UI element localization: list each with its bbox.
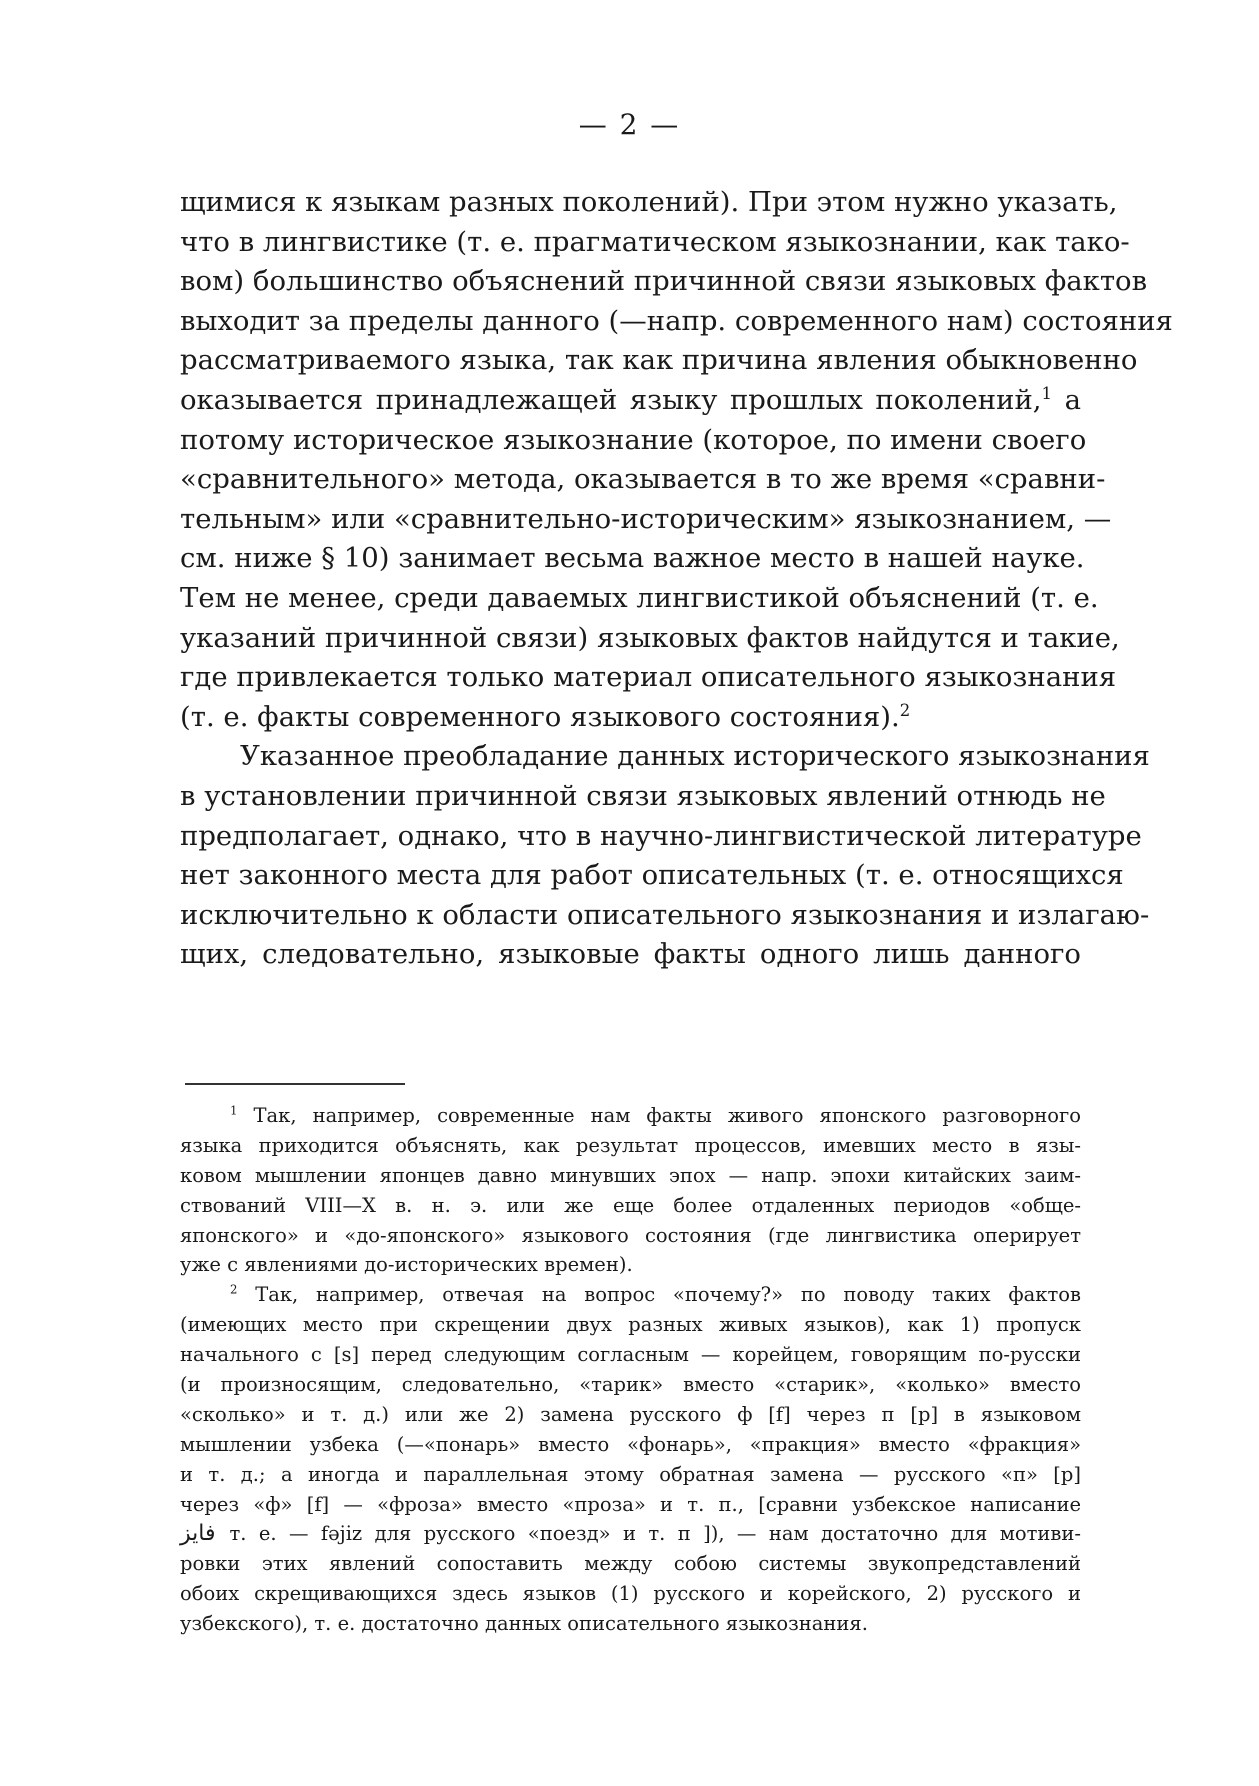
body-line: нет законного места для работ описательных (т. е. относящихся xyxy=(180,859,1124,892)
body-line: тельным» или «сравнительно-историческим» языкознанием, — xyxy=(180,502,1112,535)
body-line: «сравнительного» метода, оказывается в то же время «сравни- xyxy=(180,463,1106,496)
body-line: см. ниже § 10) занимает весьма важное место в нашей науке. xyxy=(180,542,1085,575)
page-number: — 2 — xyxy=(578,108,681,141)
footnote-line: начального с [s] перед следующим согласным — корейцем, говорящим по-русски xyxy=(180,1343,1081,1367)
body-line: щих, следовательно, языковые факты одного лишь данного xyxy=(180,938,1081,971)
body-line xyxy=(180,698,1081,738)
footnote-ref-2: 2 xyxy=(899,700,911,720)
footnote-line: и т. д.; а иногда и параллельная этому обратная замена — русского «п» [p] xyxy=(180,1462,1081,1486)
body-line: вом) большинство объяснений причинной связи языковых фактов xyxy=(180,265,1148,298)
footnote-ref-1: 1 xyxy=(1041,383,1053,403)
footnote-line: (и произносящим, следовательно, «тарик» вместо «старик», «колько» вместо xyxy=(180,1373,1081,1397)
footnote-line: ствований VIII—X в. н. э. или же еще более отдаленных периодов «обще- xyxy=(180,1193,1081,1217)
footnote-line xyxy=(180,1101,1081,1131)
footnote-line: ковом мышлении японцев давно минувших эпох — напр. эпохи китайских заим- xyxy=(180,1163,1081,1187)
footnote-line: «сколько» и т. д.) или же 2) замена русского ф [f] через п [p] в языковом xyxy=(180,1402,1081,1426)
footnote-line: ровки этих явлений сопоставить между собою системы звукопредставлений xyxy=(180,1552,1081,1576)
body-line: щимися к языкам разных поколений). При этом нужно указать, xyxy=(180,186,1118,218)
footnote-line: узбекского), т. е. достаточно данных описательного языкознания. xyxy=(180,1612,868,1636)
footnote-line: языка приходится объяснять, как результат процессов, имевших место в язы- xyxy=(180,1133,1081,1157)
footnote-separator xyxy=(185,1083,405,1085)
footnote-line: мышлении узбека (—«понарь» вместо «фонарь», «пракция» вместо «фракция» xyxy=(180,1432,1081,1456)
footnote-marker-1: 1 xyxy=(230,1103,238,1118)
footnote-text: т. е. — fəjiz для русского «поезд» и т. п ]), — нам достаточно для мотиви- xyxy=(229,1522,1081,1546)
footnote-marker-2: 2 xyxy=(230,1282,238,1297)
body-line: выходит за пределы данного (—напр. современного нам) состояния xyxy=(180,304,1173,337)
body-line-end: а xyxy=(1064,383,1081,416)
body-line-text: (т. е. факты современного языкового состояния). xyxy=(180,700,900,733)
footnote-line xyxy=(180,1519,1081,1549)
body-line: исключительно к области описательного языкознания и излагаю- xyxy=(180,898,1150,931)
body-line: Тем не менее, среди даваемых лингвистикой объяснений (т. е. xyxy=(180,581,1099,614)
body-line xyxy=(180,381,1081,421)
body-text xyxy=(180,183,1173,975)
footnote-line xyxy=(180,1280,1081,1310)
body-line-text: оказывается принадлежащей языку прошлых поколений, xyxy=(180,383,1042,416)
body-line: где привлекается только материал описательного языкознания xyxy=(180,661,1117,694)
footnote-line: уже с явлениями до-исторических времен). xyxy=(180,1253,633,1277)
body-line: в установлении причинной связи языковых явлений отнюдь не xyxy=(180,779,1106,812)
body-line: предполагает, однако, что в научно-лингвистической литературе xyxy=(180,819,1142,852)
body-line: что в лингвистике (т. е. прагматическом языкознании, как тако- xyxy=(180,225,1130,258)
footnote-line: (имеющих место при скрещении двух разных живых языков), как 1) пропуск xyxy=(180,1313,1081,1337)
footnote-line: японского» и «до-японского» языкового состояния (где лингвистика оперирует xyxy=(180,1223,1081,1247)
body-line: рассматриваемого языка, так как причина явления обыкновенно xyxy=(180,344,1138,377)
body-line: Указанное преобладание данных исторического языкознания xyxy=(240,740,1150,773)
footnote-line: через «ф» [f] — «фроза» вместо «проза» и т. п., [сравни узбекское написание xyxy=(180,1492,1081,1516)
body-line: указаний причинной связи) языковых фактов найдутся и такие, xyxy=(180,621,1120,654)
body-line: потому историческое языкознание (которое, по имени своего xyxy=(180,423,1087,456)
arabic-script-word: فايز xyxy=(180,1521,216,1547)
footnote-text: Так, например, отвечая на вопрос «почему?» по поводу таких фактов xyxy=(255,1283,1081,1307)
footnotes xyxy=(180,1101,1081,1639)
footnote-text: Так, например, современные нам факты живого японского разговорного xyxy=(253,1104,1081,1127)
footnote-line: обоих скрещивающихся здесь языков (1) русского и корейского, 2) русского и xyxy=(180,1582,1081,1606)
